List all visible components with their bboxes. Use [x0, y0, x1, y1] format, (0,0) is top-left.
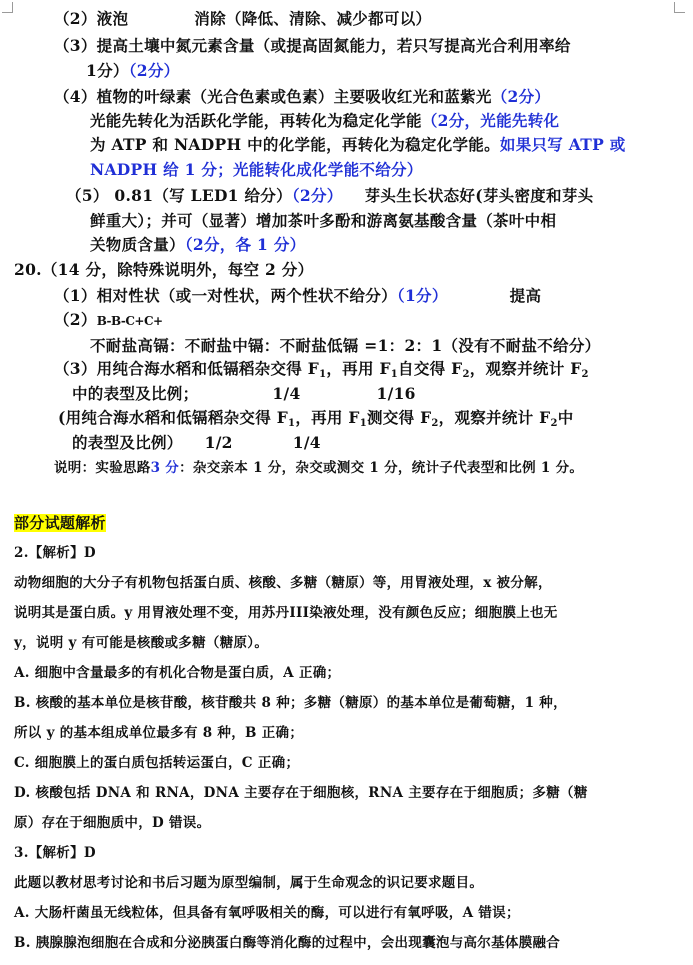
q20-part3-text-d: ，观察并统计 F	[469, 359, 582, 378]
q20-note-score: 3 分	[150, 460, 180, 476]
page-corner-mark-right	[674, 2, 685, 13]
subscript: 1	[390, 369, 399, 380]
q20-part2	[54, 309, 163, 332]
q20-part3-text-i: ，观察并统计 F	[438, 408, 551, 427]
answer-q5-line3-score: （2分，各 1 分）	[184, 235, 306, 254]
q20-header-text: 20.（14 分，除特殊说明外，每空 2 分）	[14, 260, 314, 279]
answer-q4-line3	[90, 134, 626, 156]
analysis-q2-option-b2-text: 所以 y 的基本组成单位最多有 8 种，B 正确；	[14, 725, 304, 741]
answer-q4-line2-text: 光能先转化为活跃化学能，再转化为稳定化学能	[90, 111, 422, 130]
answer-q5-line2	[90, 210, 556, 232]
page-corner-mark-left	[2, 2, 13, 13]
subscript: 1	[288, 418, 296, 429]
q20-part1-text: （1）相对性状（或一对性状，两个性状不给分）	[54, 286, 397, 305]
q20-part3-text-h: 测交得 F	[366, 408, 432, 427]
subscript: 1	[319, 369, 327, 380]
analysis-q3-head-text: 3.【解析】D	[14, 845, 96, 861]
q20-part2-genotype: B-B-C+C+	[96, 314, 163, 328]
answer-q4-line3-text: 为 ATP 和 NADPH 中的化学能，再转化为稳定化学能。	[90, 135, 500, 154]
q20-part3-line1	[54, 358, 589, 380]
answer-q4-score: （2分）	[491, 87, 551, 106]
analysis-q2-head	[14, 542, 96, 564]
answer-q4-line4	[90, 159, 423, 181]
q20-part2-ratio	[90, 335, 600, 357]
q20-note-text-a: 说明：实验思路	[54, 460, 151, 476]
analysis-q2-line2	[14, 602, 558, 624]
analysis-q2-option-d1-text: D. 核酸包括 DNA 和 RNA，DNA 主要存在于细胞核，RNA 主要存在于细胞质；多糖（糖	[14, 785, 588, 801]
analysis-q3-option-a	[14, 902, 520, 924]
analysis-q2-option-d1	[14, 782, 588, 804]
q20-part3-text-j: 中	[557, 408, 574, 427]
analysis-q2-option-d2-text: 原）存在于细胞质中，D 错误。	[14, 815, 211, 831]
answer-q2-text: 消除（降低、清除、减少都可以）	[194, 9, 432, 28]
q20-part3-text-e: 中的表型及比例；	[72, 384, 199, 403]
answer-q4-line3-note: 如果只写 ATP 或	[499, 135, 626, 154]
answer-q5-line3	[90, 234, 305, 256]
answer-q3-cont-text: 1分）	[86, 61, 129, 80]
q20-note	[54, 457, 583, 479]
q20-part3-text-a: （3）用纯合海水稻和低镉稻杂交得 F	[54, 359, 320, 378]
answer-q4-line1	[54, 86, 550, 108]
analysis-q3-line1-text: 此题以教材思考讨论和书后习题为原型编制，属于生命观念的识记要求题目。	[14, 875, 484, 891]
q20-part3-line3	[58, 407, 574, 429]
q20-part1-answer: 提高	[509, 286, 542, 305]
q20-part3-text-g: ，再用 F	[295, 408, 360, 427]
answer-q5-line3-text: 关物质含量）	[90, 235, 185, 254]
q20-part3-ratio-1: 1/4	[272, 384, 301, 403]
q20-part3-ratio-3: 1/2	[204, 433, 233, 452]
q20-part3-line4	[72, 432, 321, 454]
analysis-q3-line1	[14, 872, 483, 894]
q20-note-text-b: ：杂交亲本 1 分，杂交或测交 1 分，统计子代表型和比例 1 分。	[179, 460, 584, 476]
analysis-q2-option-b2	[14, 722, 303, 744]
analysis-q2-head-text: 2.【解析】D	[14, 545, 96, 561]
q20-part3-text-c: 自交得 F	[398, 359, 463, 378]
analysis-q2-line2-text: 说明其是蛋白质。y 用胃液处理不变，用苏丹III染液处理，没有颜色反应；细胞膜上也无	[14, 605, 558, 621]
answer-q5-score: （2分）	[291, 186, 343, 205]
analysis-q2-option-c	[14, 752, 299, 774]
answer-q4-line2	[90, 110, 559, 132]
analysis-q2-option-a-text: A. 细胞中含量最多的有机化合物是蛋白质，A 正确；	[14, 665, 341, 681]
subscript: 2	[550, 418, 558, 429]
answer-q5-text-b: 芽头生长状态好(芽头密度和芽头	[364, 186, 594, 205]
analysis-q3-head	[14, 842, 96, 864]
q20-part3-text-f: (用纯合海水稻和低镉稻杂交得 F	[58, 408, 289, 427]
answer-q4-line4-note: NADPH 给 1 分；光能转化成化学能不给分）	[90, 160, 423, 179]
analysis-heading	[14, 512, 106, 534]
analysis-q2-option-d2	[14, 812, 210, 834]
q20-part3-text-b: ，再用 F	[326, 359, 391, 378]
q20-part3-ratio-4: 1/4	[292, 433, 321, 452]
answer-q2-line	[54, 8, 431, 30]
subscript: 2	[431, 418, 439, 429]
analysis-q2-option-a	[14, 662, 340, 684]
q20-part2-ratio-text: 不耐盐高镉：不耐盐中镉：不耐盐低镉 =1：2：1（没有不耐盐不给分）	[90, 336, 601, 355]
analysis-q2-option-c-text: C. 细胞膜上的蛋白质包括转运蛋白，C 正确；	[14, 755, 300, 771]
q20-part1	[54, 285, 541, 307]
answer-q5-text: （5） 0.81（写 LED1 给分）	[66, 186, 292, 205]
answer-q3-line	[54, 35, 571, 57]
q20-part1-score: （1分）	[396, 286, 448, 305]
analysis-q2-line3-text: y，说明 y 有可能是核酸或多糖（糖原）。	[14, 635, 269, 651]
analysis-heading-text: 部分试题解析	[14, 514, 106, 532]
answer-q4-line2-note: （2分，光能先转化	[421, 111, 560, 130]
answer-q3-cont	[86, 60, 179, 82]
analysis-q3-option-a-text: A. 大肠杆菌虽无线粒体，但具备有氧呼吸相关的酶，可以进行有氧呼吸，A 错误；	[14, 905, 520, 921]
analysis-q2-option-b1-text: B. 核酸的基本单位是核苷酸，核苷酸共 8 种；多糖（糖原）的基本单位是葡萄糖，1 种，	[14, 695, 567, 711]
subscript: 2	[581, 369, 589, 380]
q20-part3-line2	[72, 383, 416, 405]
analysis-q3-option-b-text: B. 胰腺腺泡细胞在合成和分泌胰蛋白酶等消化酶的过程中，会出现囊泡与高尔基体膜融合	[14, 935, 561, 951]
answer-q4-text: （4）植物的叶绿素（光合色素或色素）主要吸收红光和蓝紫光	[54, 87, 492, 106]
subscript: 1	[359, 418, 367, 429]
answer-q3-text: （3）提高土壤中氮元素含量（或提高固氮能力，若只写提高光合利用率给	[54, 36, 571, 55]
analysis-q2-line1-text: 动物细胞的大分子有机物包括蛋白质、核酸、多糖（糖原）等，用胃液处理，x 被分解，	[14, 575, 552, 591]
subscript: 2	[462, 369, 470, 380]
answer-q2-label: （2）液泡	[54, 9, 129, 28]
q20-part2-label: （2）	[54, 310, 97, 329]
analysis-q2-line3	[14, 632, 268, 654]
answer-q5-line2-text: 鲜重大）；并可（显著）增加茶叶多酚和游离氨基酸含量（茶叶中相	[90, 211, 557, 230]
q20-header	[14, 259, 313, 281]
answer-q3-score: （2分）	[128, 61, 180, 80]
q20-part3-text-k: 的表型及比例）	[72, 433, 183, 452]
analysis-q3-option-b	[14, 932, 560, 954]
answer-q5-line1	[66, 185, 593, 207]
analysis-q2-option-b1	[14, 692, 567, 714]
analysis-q2-line1	[14, 572, 552, 594]
q20-part3-ratio-2: 1/16	[376, 384, 416, 403]
